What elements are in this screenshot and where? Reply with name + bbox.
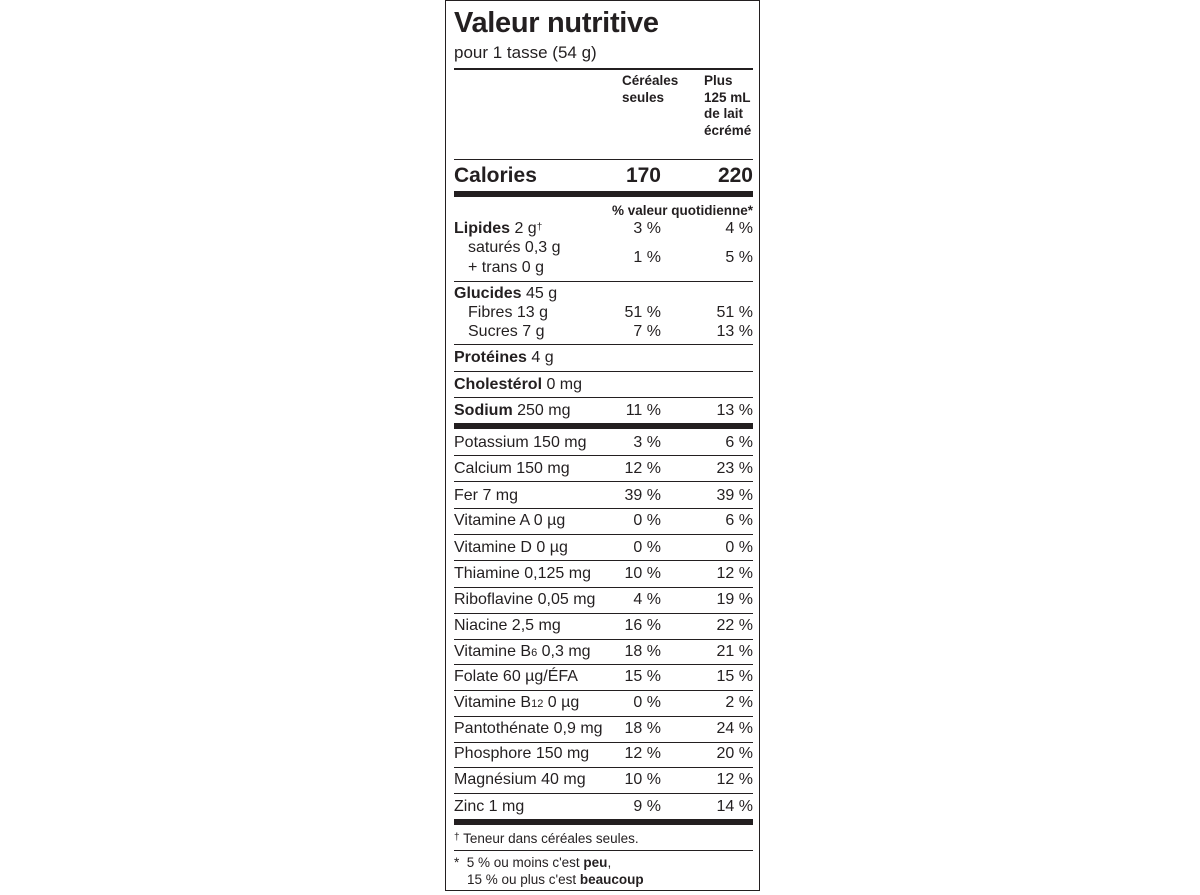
dv-milk: 12 % <box>716 565 753 582</box>
dv-milk: 20 % <box>716 745 753 762</box>
nutrient-label: Vitamine D 0 µg <box>454 539 568 556</box>
rule-thin <box>454 587 753 588</box>
footnote-text: , <box>607 855 612 870</box>
rule-thin <box>454 560 753 561</box>
nutrient-row-vitamine-a <box>454 511 753 531</box>
dv-cereal: 3 % <box>633 434 661 451</box>
rule-thin <box>454 344 753 345</box>
subscript: 12 <box>531 698 544 710</box>
nutrient-amount: 0 mg <box>542 376 583 393</box>
dv-milk: 5 % <box>725 249 753 266</box>
nutrient-label: Sucres 7 g <box>468 323 545 340</box>
nutrient-label: Phosphore 150 mg <box>454 745 590 762</box>
rule-thin <box>454 159 753 160</box>
dv-milk: 6 % <box>725 512 753 529</box>
nutrient-label: Folate 60 µg/ÉFA <box>454 668 578 685</box>
dv-milk: 14 % <box>716 798 753 815</box>
dv-cereal: 0 % <box>633 512 661 529</box>
footnote-dagger <box>454 830 639 847</box>
nutrient-row-vitamine-b12 <box>454 693 753 713</box>
rule-thin <box>454 850 753 851</box>
rule-thin <box>454 664 753 665</box>
nutrient-row-sucres <box>454 322 753 342</box>
nutrient-row-lipides <box>454 219 753 239</box>
dv-cereal: 0 % <box>633 539 661 556</box>
nutrient-amount: 0 µg <box>543 694 580 711</box>
nutrient-label: Vitamine A 0 µg <box>454 512 566 529</box>
calories-value-cereal: 170 <box>625 164 661 187</box>
nutrient-row-cholesterol <box>454 375 753 395</box>
dv-milk: 39 % <box>716 487 753 504</box>
nutrient-amount: 2 g <box>510 220 537 237</box>
nutrient-row-calcium <box>454 459 753 479</box>
footnote-daily-value <box>454 854 611 871</box>
nutrient-label <box>454 219 542 239</box>
rule-thin <box>454 639 753 640</box>
nutrient-row-folate <box>454 667 753 687</box>
nutrient-row-riboflavine <box>454 590 753 610</box>
nutrient-label: Magnésium 40 mg <box>454 771 586 788</box>
dv-milk: 19 % <box>716 591 753 608</box>
rule-thick <box>454 819 753 825</box>
column-header-cereal-only <box>622 73 678 106</box>
dv-milk: 6 % <box>725 434 753 451</box>
nutrient-row-potassium <box>454 433 753 453</box>
nutrient-label: saturés 0,3 g <box>468 239 561 256</box>
rule-thin <box>454 68 753 70</box>
nutrient-row-sodium <box>454 401 753 421</box>
rule-thick <box>454 191 753 197</box>
nutrient-row-trans <box>454 258 753 278</box>
nutrient-label <box>454 284 557 304</box>
dv-cereal: 3 % <box>633 220 661 237</box>
nutrient-name: Cholestérol <box>454 376 543 393</box>
rule-thin <box>454 716 753 717</box>
nutrient-label: Riboflavine 0,05 mg <box>454 591 596 608</box>
dv-milk: 24 % <box>716 720 753 737</box>
nutrient-row-niacine <box>454 616 753 636</box>
nutrient-label: Fibres 13 g <box>468 304 549 321</box>
dv-milk: 51 % <box>716 304 753 321</box>
rule-thin <box>454 371 753 372</box>
nutrient-label: Niacine 2,5 mg <box>454 617 561 634</box>
nutrient-label: Fer 7 mg <box>454 487 519 504</box>
rule-thin <box>454 397 753 398</box>
dv-cereal: 16 % <box>624 617 661 634</box>
nutrient-row-glucides <box>454 284 753 304</box>
calories-label: Calories <box>454 164 537 187</box>
dv-milk: 13 % <box>716 323 753 340</box>
nutrient-label <box>454 348 554 368</box>
nutrient-label: Zinc 1 mg <box>454 798 525 815</box>
dv-cereal: 10 % <box>624 565 661 582</box>
nutrient-row-phosphore <box>454 744 753 764</box>
serving-size: pour 1 tasse (54 g) <box>454 43 597 62</box>
nutrient-label: Potassium 150 mg <box>454 434 587 451</box>
column-header-with-milk <box>704 73 751 139</box>
rule-thin <box>454 534 753 535</box>
nutrient-row-proteines <box>454 348 753 368</box>
nutrient-label <box>454 642 591 663</box>
column-header-line: Plus <box>704 73 733 88</box>
dv-cereal: 18 % <box>624 720 661 737</box>
nutrient-row-vitamine-b6 <box>454 642 753 662</box>
nutrition-facts-label <box>445 0 760 891</box>
rule-thin <box>454 742 753 743</box>
nutrient-name: Vitamine B <box>454 643 532 660</box>
footnote-daily-value-line2 <box>467 871 644 888</box>
footnote-emphasis: peu <box>583 855 608 870</box>
footnote-text: 15 % ou plus c'est <box>467 872 580 887</box>
footnote-text: Teneur dans céréales seules. <box>463 831 639 846</box>
dv-cereal: 9 % <box>633 798 661 815</box>
rule-thin <box>454 508 753 509</box>
calories-value-milk: 220 <box>717 164 753 187</box>
rule-thin <box>454 793 753 794</box>
column-header-line: 125 mL <box>704 89 751 105</box>
nutrient-name: Sodium <box>454 402 513 419</box>
label-title: Valeur nutritive <box>454 7 659 39</box>
dv-cereal: 39 % <box>624 487 661 504</box>
asterisk-mark: * <box>454 855 460 870</box>
dv-cereal: 12 % <box>624 745 661 762</box>
dv-cereal: 0 % <box>633 694 661 711</box>
nutrient-row-thiamine <box>454 564 753 584</box>
nutrient-name: Glucides <box>454 285 522 302</box>
nutrient-row-fibres <box>454 303 753 323</box>
dv-cereal: 10 % <box>624 771 661 788</box>
dv-milk: 4 % <box>725 220 753 237</box>
dv-milk: 22 % <box>716 617 753 634</box>
column-header-line: de lait <box>704 106 744 121</box>
nutrient-row-pantothenate <box>454 719 753 739</box>
nutrient-name: Protéines <box>454 349 527 366</box>
column-header-line: seules <box>622 89 665 105</box>
dv-cereal: 51 % <box>624 304 661 321</box>
dv-cereal: 15 % <box>624 668 661 685</box>
nutrient-label: Pantothénate 0,9 mg <box>454 720 603 737</box>
rule-thin <box>454 481 753 482</box>
dv-cereal: 11 % <box>625 402 661 419</box>
dv-milk: 12 % <box>716 771 753 788</box>
rule-thin <box>454 455 753 456</box>
rule-thin <box>454 767 753 768</box>
nutrient-name: Vitamine B <box>454 694 532 711</box>
rule-thin <box>454 690 753 691</box>
dagger-mark: † <box>454 832 460 843</box>
dv-milk: 2 % <box>725 694 753 711</box>
footnote-text: 5 % ou moins c'est <box>466 855 584 870</box>
rule-thin <box>454 613 753 614</box>
nutrient-label: + trans 0 g <box>468 259 545 276</box>
nutrient-label <box>454 401 570 421</box>
nutrient-row-fer <box>454 486 753 506</box>
subscript: 6 <box>531 647 538 659</box>
dv-milk: 0 % <box>725 539 753 556</box>
daily-value-header: % valeur quotidienne* <box>611 203 753 218</box>
dv-milk: 13 % <box>716 402 753 419</box>
column-header-line: Céréales <box>622 73 679 88</box>
nutrient-amount: 250 mg <box>512 402 571 419</box>
dv-cereal: 7 % <box>633 323 661 340</box>
nutrient-name: Lipides <box>454 220 511 237</box>
rule-thin <box>454 281 753 282</box>
dagger-mark: † <box>536 222 543 233</box>
nutrient-label <box>454 375 582 395</box>
dv-milk: 23 % <box>716 460 753 477</box>
rule-thick <box>454 423 753 429</box>
dv-cereal: 12 % <box>624 460 661 477</box>
dv-cereal: 18 % <box>624 643 661 660</box>
dv-milk: 21 % <box>716 643 753 660</box>
dv-cereal: 1 % <box>633 249 661 266</box>
nutrient-label: Calcium 150 mg <box>454 460 570 477</box>
column-header-line: écrémé <box>704 122 752 138</box>
dv-cereal: 4 % <box>633 591 661 608</box>
nutrient-label <box>454 693 579 714</box>
nutrient-row-vitamine-d <box>454 538 753 558</box>
nutrient-row-magnesium <box>454 770 753 790</box>
nutrient-row-zinc <box>454 797 753 817</box>
dv-milk: 15 % <box>716 668 753 685</box>
nutrient-amount: 4 g <box>526 349 554 366</box>
nutrient-amount: 0,3 mg <box>537 643 591 660</box>
nutrient-amount: 45 g <box>521 285 558 302</box>
footnote-emphasis: beaucoup <box>579 872 644 887</box>
nutrient-label: Thiamine 0,125 mg <box>454 565 591 582</box>
